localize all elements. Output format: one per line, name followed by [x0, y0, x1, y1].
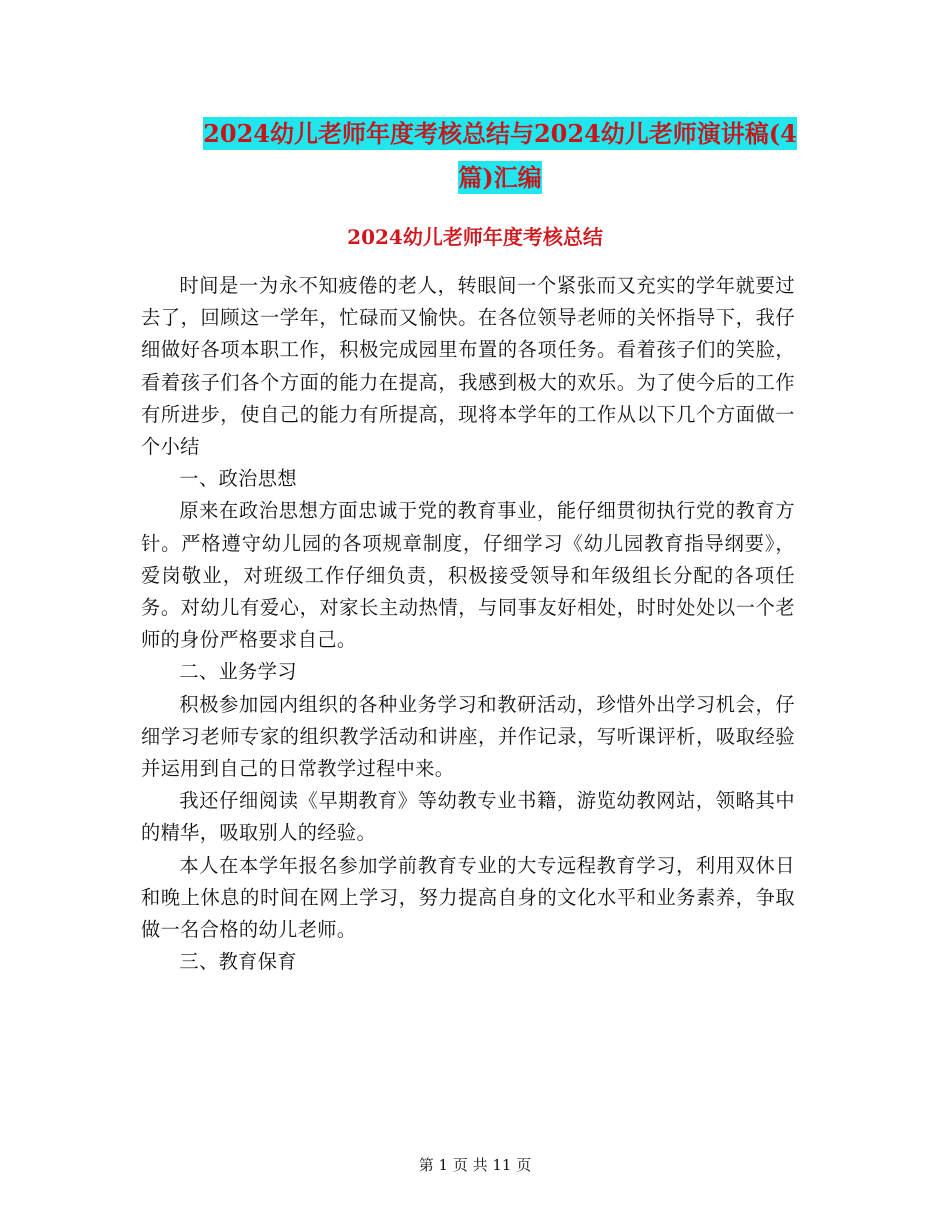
paragraph-political-thought: 原来在政治思想方面忠诚于党的教育事业，能仔细贯彻执行党的教育方针。严格遵守幼儿园的各项规章制度，仔细学习《幼儿园教育指导纲要》，爱岗敬业，对班级工作仔细负责，积极接受领导和年级组长分配的各项任务。对幼儿有爱心，对家长主动热情，与同事友好相处，时时处处以一个老师的身份严格要求自己。: [141, 499, 795, 652]
document-title-line-1: 2024幼儿老师年度考核总结与2024幼儿老师演讲稿(4: [203, 119, 797, 148]
paragraph-reading: 我还仔细阅读《早期教育》等幼教专业书籍，游览幼教网站，领略其中的精华，吸取别人的经验。: [141, 789, 795, 845]
document-title: [140, 112, 860, 200]
document-title-line-2: 篇)汇编: [458, 163, 542, 192]
page-number-footer: 第 1 页 共 11 页: [418, 1156, 532, 1174]
heading-education-care: 三、教育保育: [179, 950, 297, 974]
heading-professional-study: 二、业务学习: [179, 660, 297, 684]
paragraph-professional-study: 积极参加园内组织的各种业务学习和教研活动，珍惜外出学习机会，仔细学习老师专家的组织教学活动和讲座，并作记录，写听课评析，吸取经验并运用到自己的日常教学过程中来。: [141, 692, 795, 781]
paragraph-remote-education: 本人在本学年报名参加学前教育专业的大专远程教育学习，利用双休日和晚上休息的时间在网上学习，努力提高自身的文化水平和业务素养，争取做一名合格的幼儿老师。: [141, 853, 795, 942]
heading-political-thought: 一、政治思想: [179, 467, 297, 491]
document-body: [141, 270, 795, 978]
section-title: 2024幼儿老师年度考核总结: [347, 225, 603, 249]
paragraph-intro: 时间是一为永不知疲倦的老人，转眼间一个紧张而又充实的学年就要过去了，回顾这一学年，忙碌而又愉快。在各位领导老师的关怀指导下，我仔细做好各项本职工作，积极完成园里布置的各项任务。看着孩子们的笑脸，看着孩子们各个方面的能力在提高，我感到极大的欢乐。为了使今后的工作有所进步，使自己的能力有所提高，现将本学年的工作从以下几个方面做一个小结: [141, 274, 795, 459]
